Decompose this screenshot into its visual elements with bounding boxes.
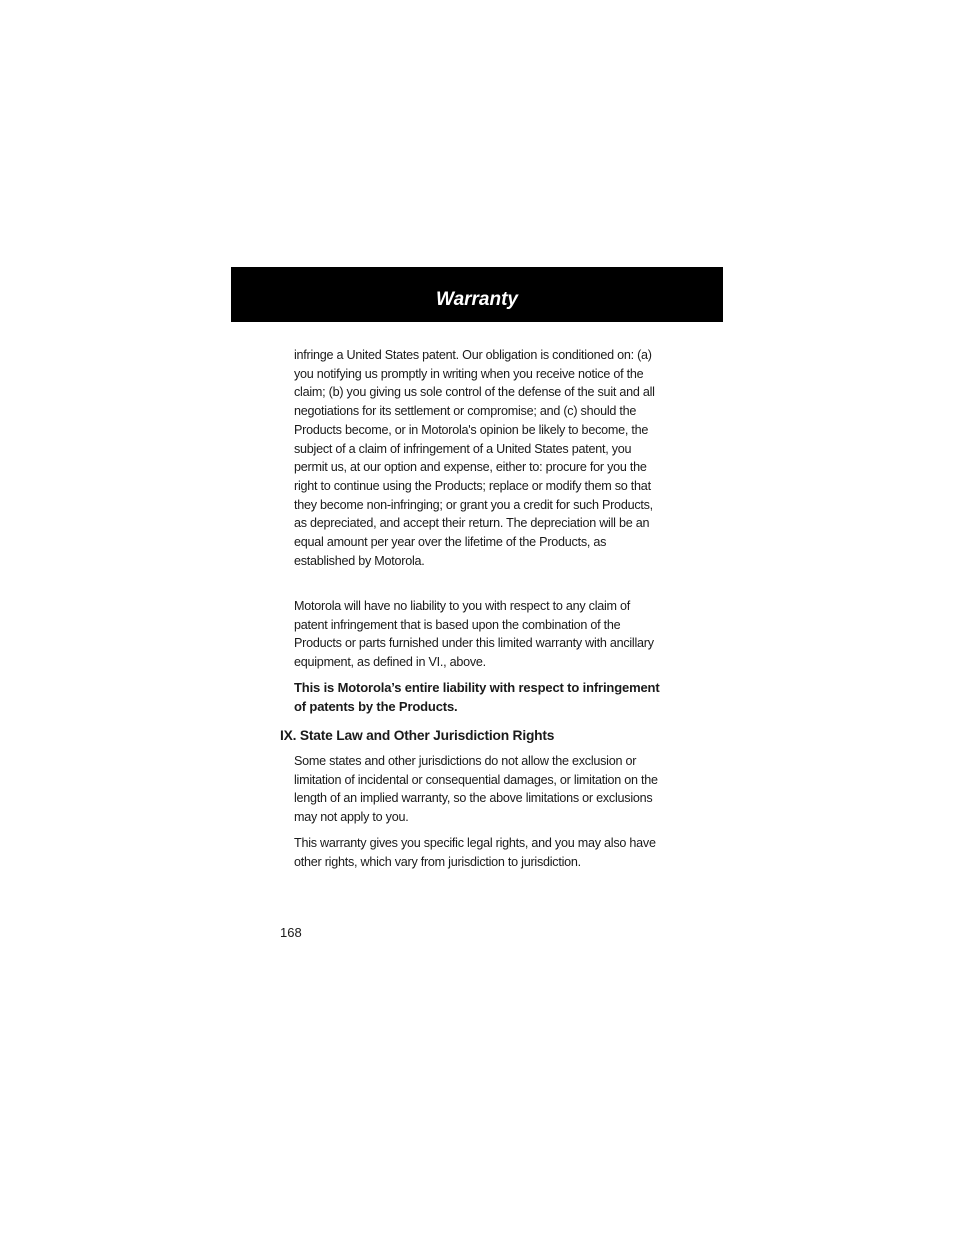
body-paragraph-legal-rights: This warranty gives you specific legal rights, and you may also have other rights, which vary from jurisdiction to jurisdiction. <box>294 836 656 869</box>
body-paragraph-exclusions: Some states and other jurisdictions do not allow the exclusion or limitation of incidental or consequential damages, or limitation on the length of an implied warranty, so the above limitations or exclusions may not apply to you. <box>294 754 658 825</box>
body-paragraph-entire-liability: This is Motorola’s entire liability with respect to infringement of patents by the Products. <box>294 680 660 714</box>
body-paragraph-patent-obligation: infringe a United States patent. Our obligation is conditioned on: (a) you notifying us promptly in writing when you receive notice of the claim; (b) you giving us sole control of the defense of the suit and all negotiations for its settlement or compromise; and (c) should the Products become, or in Motorola's opinion be likely to become, the subject of a claim of infringement of a United States patent, you permit us, at our option and expense, either to: procure for you the right to continue using the Products; replace or modify them so that they become non-infringing; or grant you a credit for such Products, as depreciated, and accept their return. The depreciation will be an equal amount per year over the lifetime of the Products, as established by Motorola. <box>294 348 655 568</box>
section-title: Warranty <box>435 289 518 310</box>
body-paragraph-no-liability: Motorola will have no liability to you with respect to any claim of patent infringement that is based upon the combination of the Products or parts furnished under this limited warranty with ancillary equipment, as defined in VI., above. <box>294 599 654 670</box>
page-number: 168 <box>280 925 302 940</box>
section-header-bar <box>231 267 723 322</box>
section-heading-state-law: IX. State Law and Other Jurisdiction Rights <box>280 728 555 743</box>
